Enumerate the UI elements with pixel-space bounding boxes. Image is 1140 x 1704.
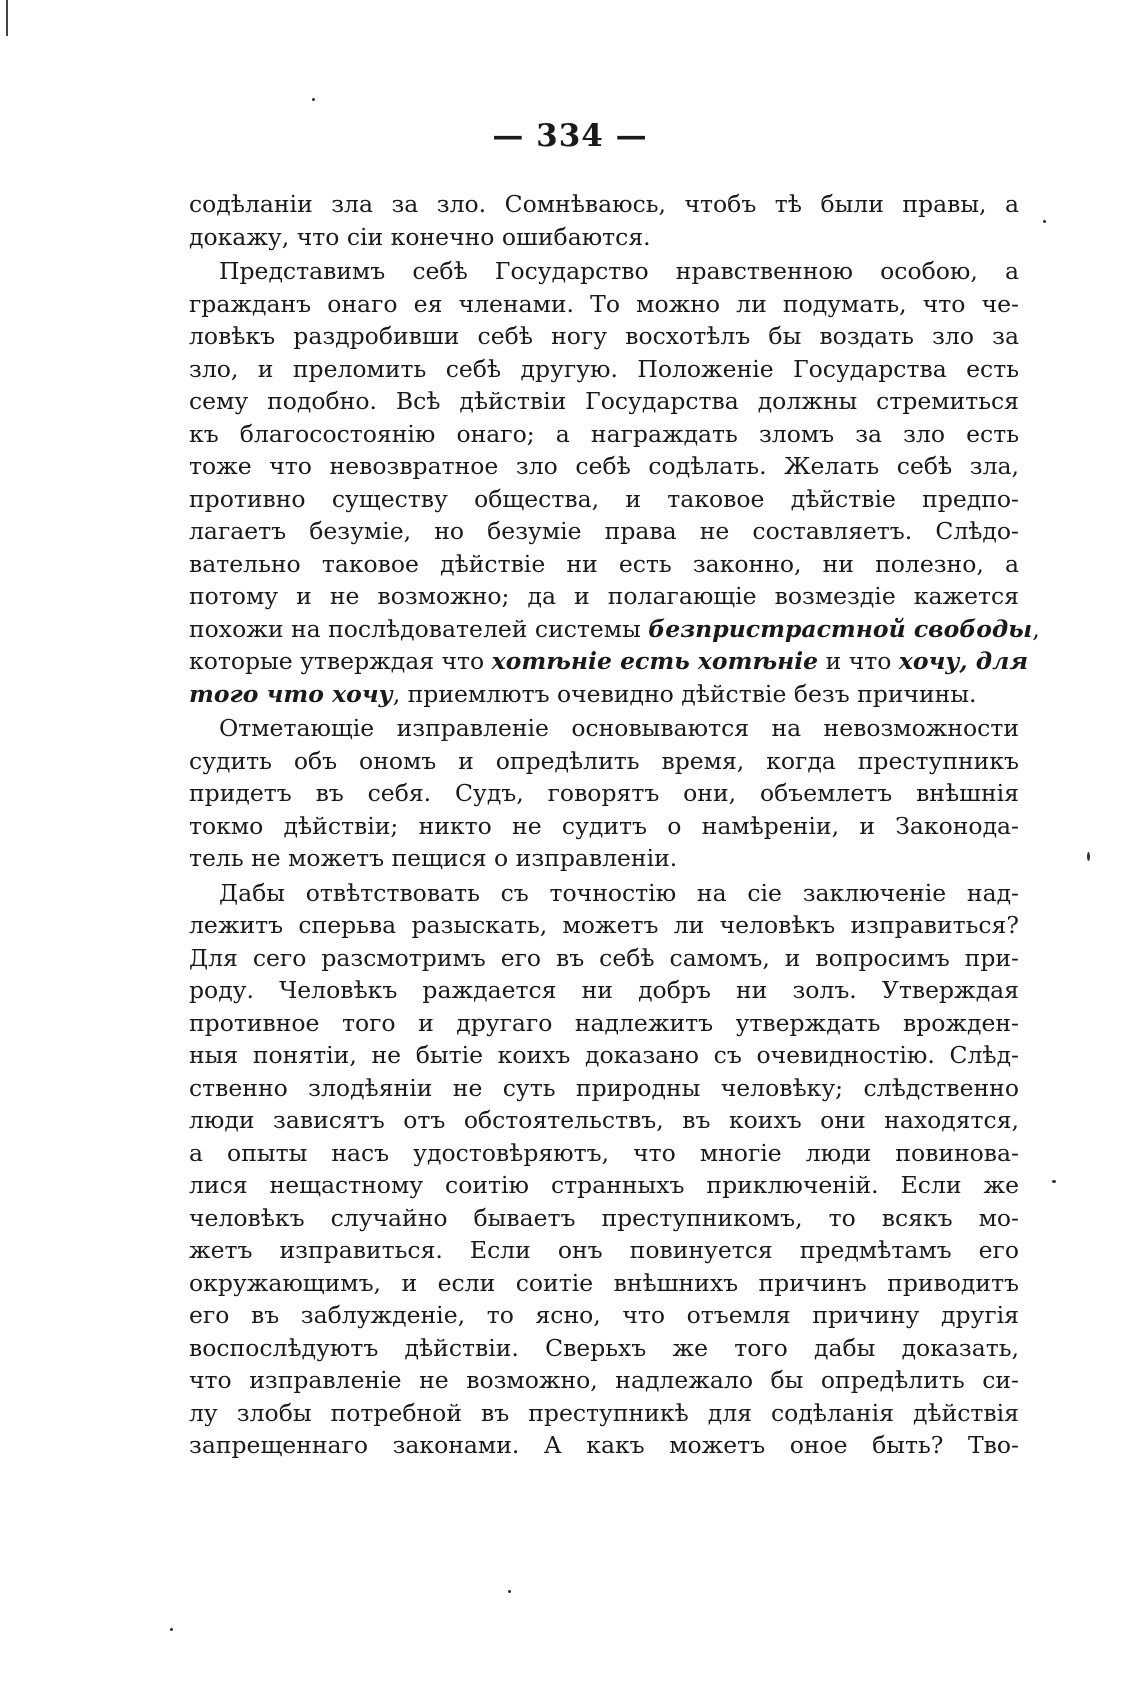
page-number: — 334 — — [492, 118, 648, 154]
text-line: токмо дѣйствіи; никто не судитъ о намѣреніи, и Законода- — [189, 811, 1019, 840]
print-speck — [170, 1628, 173, 1631]
text-run: , приемлютъ очевидно дѣйствіе безъ причины. — [392, 679, 977, 708]
text-line: Для сего разсмотримъ его въ себѣ самомъ, и вопросимъ при- — [189, 943, 1019, 972]
print-speck — [1052, 1180, 1056, 1183]
text-line: докажу, что сіи конечно ошибаются. — [189, 222, 651, 251]
text-line: зло, и преломить себѣ другую. Положеніе Государства есть — [189, 354, 1019, 383]
text-line: что изправленіе не возможно, надлежало бы опредѣлить си- — [189, 1366, 1019, 1394]
text-line: противное того и другаго надлежитъ утверждать врожден- — [189, 1008, 1019, 1037]
text-line: лагаетъ безуміе, но безуміе права не составляетъ. Слѣдо- — [189, 517, 1019, 545]
text-line: противно существу общества, и таковое дѣйствіе предпо- — [189, 484, 1019, 513]
text-line: лися нещастному соитію странныхъ приключеній. Если же — [189, 1171, 1019, 1199]
text-line: потому и не возможно; да и полагающіе возмездіе кажется — [189, 582, 1019, 610]
text-line: ловѣкъ раздробивши себѣ ногу восхотѣлъ бы воздать зло за — [189, 322, 1019, 350]
italic-phrase: того что хочу — [189, 679, 393, 708]
print-speck — [1043, 220, 1046, 223]
text-run: похожи на послѣдователей системы — [189, 614, 649, 643]
italic-phrase: безпристрастной свободы — [648, 614, 1033, 643]
text-line: ныя понятіи, не бытіе коихъ доказано съ очевидностію. Слѣд- — [189, 1041, 1019, 1069]
text-run: которые утверждая что — [189, 647, 492, 675]
text-line: къ благосостоянію онаго; а награждать зломъ за зло есть — [189, 419, 1019, 448]
text-line: судить объ ономъ и опредѣлить время, когда преступникъ — [189, 746, 1019, 775]
text-run: и что — [818, 647, 899, 675]
text-line-mixed — [189, 678, 1019, 711]
print-speck — [1087, 852, 1090, 861]
print-speck — [312, 98, 315, 101]
text-line: тель не можетъ пещися о изправленіи. — [189, 844, 678, 872]
italic-phrase: хотѣніе есть хотѣніе — [491, 647, 819, 675]
text-line: содѣланіи зла за зло. Сомнѣваюсь, чтобъ тѣ были правы, а — [189, 190, 1019, 218]
text-line: гражданъ онаго ея членами. То можно ли подумать, что че- — [189, 289, 1019, 318]
text-line-mixed — [189, 645, 1029, 678]
text-line: сему подобно. Всѣ дѣйствіи Государства должны стремиться — [189, 387, 1019, 415]
text-line: вательно таковое дѣйствіе ни есть законно, ни полезно, а — [189, 549, 1019, 578]
paragraph-start: Представимъ себѣ Государство нравственною особою, а — [219, 257, 1019, 285]
text-line: лу злобы потребной въ преступникѣ для содѣланія дѣйствія — [189, 1398, 1019, 1427]
text-line: придетъ въ себя. Судъ, говорятъ они, объемлетъ внѣшнія — [189, 779, 1019, 807]
text-line: запрещеннаго законами. А какъ можетъ оное быть? Тво- — [189, 1431, 1019, 1459]
text-line-mixed — [189, 613, 1040, 646]
text-line: тоже что невозвратное зло себѣ содѣлать. Желать себѣ зла, — [189, 452, 1019, 480]
text-line: окружающимъ, и если соитіе внѣшнихъ причинъ приводитъ — [189, 1268, 1019, 1297]
text-line: люди зависятъ отъ обстоятельствъ, въ коихъ они находятся, — [189, 1106, 1019, 1134]
text-line: а опыты насъ удостовѣряютъ, что многіе люди повинова- — [189, 1138, 1019, 1167]
italic-phrase: хочу, для — [898, 647, 1029, 675]
text-line: воспослѣдуютъ дѣйствіи. Сверьхъ же того дабы доказать, — [189, 1333, 1019, 1362]
text-line: человѣкъ случайно бываетъ преступникомъ, то всякъ мо- — [189, 1203, 1019, 1232]
paragraph-start: Отметающіе изправленіе основываются на невозможности — [219, 714, 1019, 742]
text-line: роду. Человѣкъ раждается ни добръ ни золъ. Утверждая — [189, 976, 1019, 1004]
text-line: жетъ изправиться. Если онъ повинуется предмѣтамъ его — [189, 1236, 1019, 1264]
text-line: его въ заблужденіе, то ясно, что отъемля причину другія — [189, 1301, 1019, 1329]
page-edge-mark — [6, 0, 8, 36]
text-line: лежитъ сперьва разыскать, можетъ ли человѣкъ изправиться? — [189, 911, 1019, 939]
paragraph-start: Дабы отвѣтствовать съ точностію на сіе заключеніе над- — [219, 878, 1019, 907]
text-line: ственно злодѣяніи не суть природны человѣку; слѣдственно — [189, 1073, 1019, 1102]
body-text — [189, 188, 1040, 1462]
print-speck — [508, 1590, 511, 1593]
text-run: , — [1032, 614, 1040, 643]
